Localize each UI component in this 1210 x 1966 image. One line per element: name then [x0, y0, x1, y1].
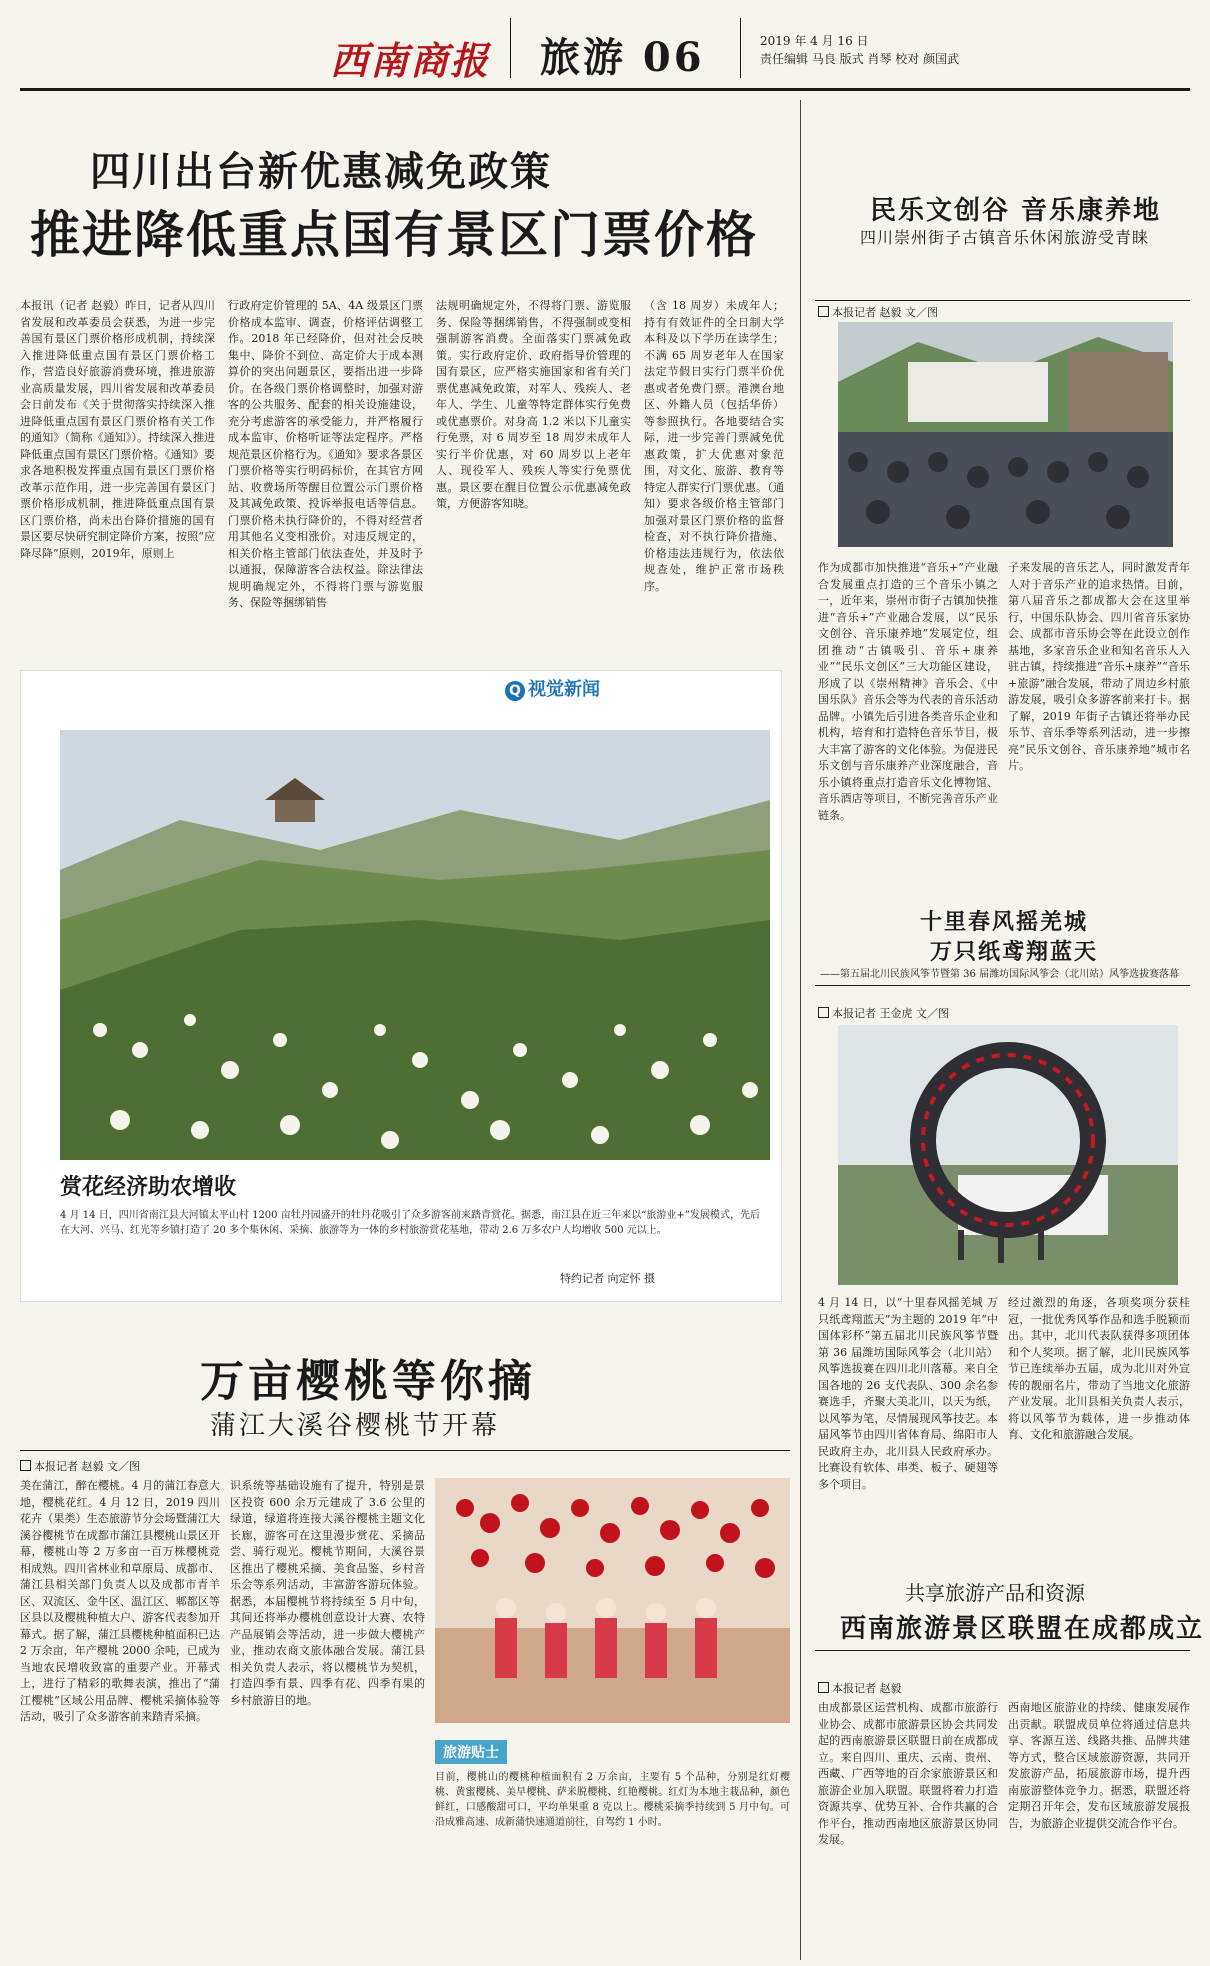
byline-box-icon	[20, 1460, 31, 1471]
column-divider	[800, 100, 801, 1960]
byline-box-icon	[818, 1682, 829, 1693]
newspaper-logo: 西南商报	[330, 38, 491, 83]
byline-box-icon	[818, 1007, 829, 1018]
music-column-2: 子来发展的音乐艺人，同时激发青年人对于音乐产业的追求热情。目前，第八届音乐之都成都大会在这里举行，中国乐队协会、四川省音乐家协会、成都市音乐协会等在此设立创作基地，多家音乐企业和知名音乐人入驻古镇，持续推进“音乐+康养”“音乐+旅游”融合发展，带动了周边乡村旅游发展，吸引众多游客前来打卡。据了解，2019 年街子古镇还将举办民乐节、音乐季等系列活动，进一步擦亮“民乐文创谷、音乐康养地”城市名片。	[1008, 561, 1190, 772]
music-column-1: 作为成都市加快推进“音乐+”产业融合发展重点打造的三个音乐小镇之一，近年来，崇州市街子古镇加快推进“音乐+”产业融合发展，以“民乐文创谷、音乐康养地”发展定位，组团推动“古镇吸引、音乐+康养业”“民乐文创区”三大功能区建设，形成了以《崇州精神》音乐会、《中国乐队》音乐会等为代表的音乐活动品牌。小镇先后引进各类音乐企业和机构，培育和打造特色音乐节目，极大丰富了游客的文化体验。为促进民乐文创与音乐康养产业深度融合，音乐小镇将重点打造音乐文化博物馆、音乐酒店等项目，不断完善音乐产业链条。	[818, 561, 998, 822]
section-name: 旅游 06	[540, 34, 705, 81]
kite-subheadline: ——第五届北川民族风筝节暨第 36 届潍坊国际风筝会（北川站）风筝选拔赛落幕	[820, 969, 1180, 980]
kite-column-2: 经过激烈的角逐，各项奖项分获桂冠，一批优秀风筝作品和选手脱颖而出。其中，北川代表队获得多项团体和个人奖项。据了解，北川民族风筝节已连续举办五届，成为北川对外宣传的靓丽名片，带动了当地文化旅游产业发展。北川县相关负责人表示，将以风筝节为载体，进一步推动体育、文化和旅游融合发展。	[1008, 1296, 1190, 1441]
cherry-column-1: 美在蒲江，醉在樱桃。4 月的蒲江春意大地，樱桃花红。4 月 12 日，2019 四川花卉（果类）生态旅游节分会场暨蒲江大溪谷樱桃节在成都市蒲江县樱桃山景区开幕，樱桃山等 2 万多亩一百万株樱桃竞相成熟。四川省林业和草原局、成都市、蒲江县相关部门负责人以及成都市青羊区、双流区、金牛区、温江区、郫都区等区县以及樱桃种植大户、游客代表参加开幕式。据了解，蒲江县樱桃种植面积已达 2 万余亩，年产樱桃 2000 余吨，已成为当地农民增收致富的重要产业。开幕式上，进行了精彩的歌舞表演，推出了“蒲江樱桃”区域公用品牌、樱桃采摘体验等活动，吸引了众多游客前来踏青采摘。	[20, 1479, 220, 1723]
cherry-subheadline: 蒲江大溪谷樱桃节开幕	[210, 1411, 501, 1441]
lead-column-2: 行政府定价管理的 5A、4A 级景区门票价格成本监审、调查，价格评估调整工作。2018 年已经降价，但对社会反映集中、降价不到位、高定价大于成本测算价的突出问题景区，要指出进一步降价。在各级门票价格调整时，加强对游客的公共服务、配套的相关设施建设，充分考虑游客的承受能力，并严格履行成本监审、价格听证等法定程序。严格规范景区价格行为。《通知》要求各景区门票价格等实行明码标价，在其官方网站、收费场所等醒目位置公示门票价格及其减免政策、投诉举报电话等信息。门票价格未执行降价的，不得对经营者用其他名义变相涨价。对违反规定的，相关价格主管部门依法查处，并及时予以通报，保障游客合法权益。除法律法规明确规定外，不得将门票与游览服务、保险等捆绑销售	[228, 299, 423, 609]
cherry-performance-photo	[435, 1478, 790, 1723]
alliance-headline-line-1: 共享旅游产品和资源	[905, 1581, 1085, 1605]
visual-news-icon: Q	[505, 681, 525, 701]
byline-box-icon	[818, 306, 829, 317]
issue-meta	[760, 32, 959, 68]
visual-news-caption: 4 月 14 日，四川省南江县大河镇太平山村 1200 亩牡丹园盛开的牡丹花吸引了众多游客前来踏青赏花。据悉，南江县在近三年来以“旅游业+”发展模式，先后在大河、兴马、红光等乡镇打造了 20 多个集休闲、采摘、旅游等为一体的乡村旅游赏花基地，带动 2.6 万多农户人均增收 500 元以上。	[60, 1210, 760, 1236]
music-festival-image	[838, 322, 1173, 547]
alliance-column-2: 西南地区旅游业的持续、健康发展作出贡献。联盟成员单位将通过信息共享、客源互送、线路共推、品牌共建等方式，整合区域旅游资源，共同开发旅游产品，拓展旅游市场，提升西南旅游整体竞争力。据悉，联盟还将定期召开年会，发布区域旅游发展报告，为旅游企业提供交流合作平台。	[1008, 1701, 1190, 1830]
lead-headline-main: 推进降低重点国有景区门票价格	[30, 206, 758, 264]
peony-field-photo	[60, 730, 770, 1160]
music-subheadline: 四川崇州街子古镇音乐休闲旅游受青睐	[860, 228, 1150, 247]
cherry-column-2: 识系统等基础设施有了提升，特别是景区投资 600 余万元建成了 3.6 公里的绿道，绿道将连接大溪谷樱桃主题文化长廊，游客可在这里漫步赏花、采摘品尝、骑行观光。樱桃节期间，大溪谷景区推出了樱桃采摘、美食品鉴、乡村音乐会等系列活动，丰富游客游玩体验。据悉，本届樱桃节将持续至 5 月中旬，其间还将举办樱桃创意设计大赛、农特产品展销会等活动，进一步做大樱桃产业，推动农商文旅体融合发展。蒲江县相关负责人表示，将以樱桃节为契机，打造四季有景、四季有花、四季有果的乡村旅游目的地。	[230, 1479, 425, 1707]
peony-field-image	[60, 730, 770, 1160]
cherry-headline: 万亩樱桃等你摘	[200, 1356, 536, 1407]
lead-column-4: （含 18 周岁）未成年人；持有有效证件的全日制大学本科及以下学历在读学生；不满 65 周岁老年人在国家法定节假日实行门票半价优惠或者免费门票。港澳台地区、外籍人员（包括华侨）等参照执行。各地要结合实际，进一步完善门票减免优惠政策，扩大优惠对象范围，对文化、旅游、教育等特定人群实行门票优惠。（通知）要求各级价格主管部门加强对景区门票价格的监督检查，对不执行降价措施、价格违法违规行为，依法依规查处，维护正常市场秩序。	[644, 299, 784, 593]
alliance-column-1: 由成都景区运营机构、成都市旅游行业协会、成都市旅游景区协会共同发起的西南旅游景区联盟日前在成都成立。来自四川、重庆、云南、贵州、西藏、广西等地的百余家旅游景区和旅游企业加入联盟。联盟将着力打造资源共享、优势互补、合作共赢的合作平台，推动西南地区旅游景区协同发展。	[818, 1701, 998, 1846]
kite-headline-line-1: 十里春风摇羌城	[920, 909, 1089, 935]
kite-image	[838, 1025, 1178, 1285]
visual-news-badge: Q 视觉新闻	[505, 675, 600, 701]
visual-news-title: 赏花经济助农增收	[60, 1174, 237, 1200]
travel-tips-text: 目前，樱桃山的樱桃种植面积有 2 万余亩，主要有 5 个品种，分别是红灯樱桃、黄蜜樱桃、美早樱桃、萨米脱樱桃、红艳樱桃。红灯为本地主栽品种，颜色鲜红，口感酸甜可口，平均单果重 8 克以上。樱桃采摘季持续到 5 月中旬。可沿成雅高速、成新蒲快速通道前往，自驾约 1 小时。	[435, 1772, 790, 1828]
kite-headline-line-2: 万只纸鸢翔蓝天	[930, 939, 1099, 965]
lead-headline-top: 四川出台新优惠减免政策	[90, 148, 552, 195]
masthead-rule	[20, 88, 1190, 91]
masthead-divider-2	[740, 18, 741, 78]
cherry-rule	[20, 1450, 790, 1451]
visual-news-credit: 特约记者 向定怀 摄	[560, 1272, 655, 1285]
kite-column-1: 4 月 14 日，以“十里春风摇羌城 万只纸鸢翔蓝天”为主题的 2019 年“中国体彩杯”第五届北川民族风筝节暨第 36 届潍坊国际风筝会（北川站）风筝选拔赛在四川北川落幕。来自全国各地的 26 支代表队、300 余名参赛选手，齐聚大美北川，以天为纸，以风筝为笔，尽情展现风筝技艺。本届风筝节由四川省体育局、绵阳市人民政府主办，北川县人民政府承办。比赛设有软体、串类、板子、硬翅等多个项目。	[818, 1296, 998, 1491]
kite-photo	[838, 1025, 1178, 1285]
cherry-byline: 本报记者 赵毅 文／图	[20, 1458, 140, 1474]
music-rule	[815, 300, 1190, 301]
kite-byline: 本报记者 王金虎 文／图	[818, 1005, 949, 1021]
lead-column-3: 法规明确规定外，不得将门票、游览服务、保险等捆绑销售，不得强制或变相强制游客消费。全面落实门票减免政策。实行政府定价、政府指导价管理的国有景区，应严格实施国家和省有关门票优惠减免政策，对军人、残疾人、老年人、学生、儿童等特定群体实行免费或优惠票价。对身高 1.2 米以下儿童实行免票，对 6 周岁至 18 周岁未成年人实行半价优惠，对 60 周岁以上老年人、现役军人、残疾人等实行免票优惠。景区要在醒目位置公示优惠减免政策，方便游客知晓。	[436, 299, 631, 510]
alliance-byline: 本报记者 赵毅	[818, 1680, 902, 1696]
alliance-rule	[815, 1650, 1190, 1651]
music-headline: 民乐文创谷 音乐康养地	[870, 196, 1162, 226]
music-festival-photo	[838, 322, 1173, 547]
masthead-divider	[510, 18, 511, 78]
issue-editors: 责任编辑 马良 版式 肖琴 校对 颜国武	[760, 52, 960, 66]
travel-tips-badge: 旅游贴士	[435, 1740, 507, 1764]
lead-column-1: 本报讯（记者 赵毅）昨日，记者从四川省发展和改革委员会获悉，为进一步完善国有景区门票价格形成机制，持续深入推进降低重点国有景区门票价格工作，营造良好旅游消费环境，推进旅游业高质量发展，四川省发展和改革委员会日前发布《关于贯彻落实持续深入推进降低重点国有景区门票价格有关工作的通知》（简称《通知》）。持续深入推进降低重点国有景区门票价格。《通知》要求各地积极发挥重点国有景区门票价格改革示范作用，进一步完善国有景区门票价格形成机制，推进降低重点国有景区门票价格，尚未出台降价措施的国有景区要尽快研究制定降价方案，按照“应降尽降”原则，2019年，原则上	[20, 299, 215, 560]
cherry-performance-image	[435, 1478, 790, 1723]
issue-date: 2019 年 4 月 16 日	[760, 34, 869, 48]
music-byline: 本报记者 赵毅 文／图	[818, 304, 938, 320]
alliance-headline-line-2: 西南旅游景区联盟在成都成立	[840, 1614, 1205, 1644]
kite-rule	[815, 985, 1190, 986]
